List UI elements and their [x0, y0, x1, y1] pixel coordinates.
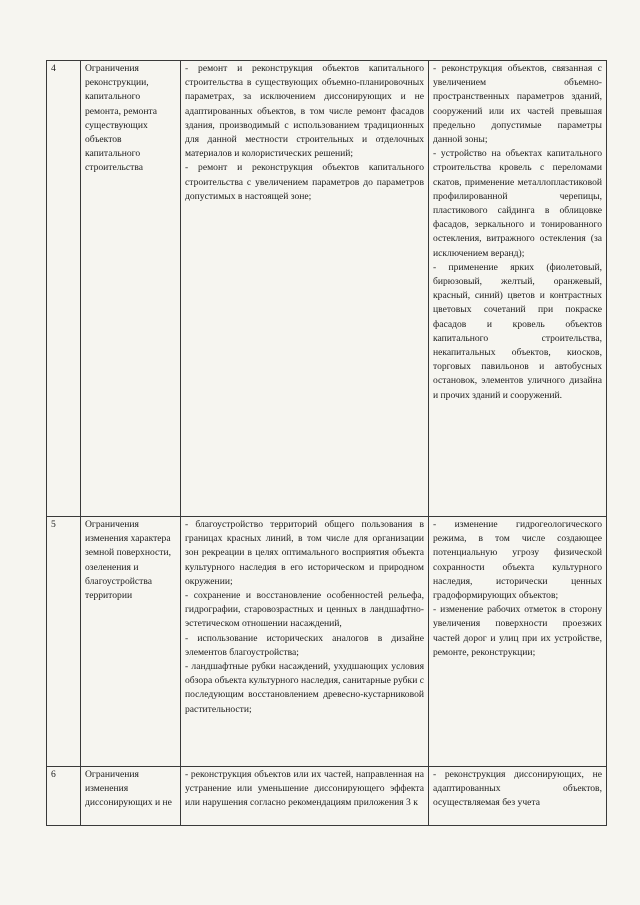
cell-paragraph: - применение ярких (фиолетовый, бирюзовый, желтый, оранжевый, красный, синий) цветов и контрастных цветовых сочетаний при покраске фасадов и кровель объектов капитального строительства, некапитальных объектов, киосков, торговых павильонов и автобусных остановок, элементов уличного дизайна и прочих зданий и сооружений.	[433, 261, 602, 401]
restriction-name: Ограничения реконструкции, капитального ремонта, ремонта существующих объектов капитального строительства	[81, 61, 181, 517]
cell-paragraph: - ландшафтные рубки насаждений, ухудшающих условия обзора объекта культурного наследия, санитарные рубки с последующим восстановлением древесно-кустарниковой растительности;	[185, 661, 424, 715]
row-number: 6	[47, 767, 81, 826]
cell-paragraph: - устройство на объектах капитального строительства кровель с переломами скатов, применение металлопластиковой профилированной черепицы, пластикового сайдинга в облицовке фасадов, зеркального и тонированного остекления, витражного остекления (за исключением веранд);	[433, 148, 602, 259]
table-row	[47, 767, 607, 826]
prohibited-actions	[429, 767, 607, 826]
row-number: 5	[47, 517, 81, 767]
cell-paragraph: - изменение гидрогеологического режима, в том числе создающее потенциальную угрозу физической сохранности объекта культурного наследия, исторически ценных градоформирующих объектов;	[433, 519, 602, 602]
table-row	[47, 517, 607, 767]
allowed-actions	[181, 767, 429, 826]
prohibited-actions	[429, 61, 607, 517]
cell-paragraph: - реконструкция диссонирующих, не адаптированных объектов, осуществляемая без учета	[433, 769, 602, 809]
allowed-actions	[181, 61, 429, 517]
cell-paragraph: - ремонт и реконструкция объектов капитального строительства в существующих объемно-планировочных параметрах, за исключением диссонирующих и не адаптированных объектов, в том числе ремонт фасадов здания, производимый с использованием традиционных для данной местности строительных и отделочных материалов и колористических решений;	[185, 63, 424, 160]
cell-paragraph: - использование исторических аналогов в дизайне элементов благоустройства;	[185, 632, 424, 658]
row-number: 4	[47, 61, 81, 517]
prohibited-actions	[429, 517, 607, 767]
cell-paragraph: - ремонт и реконструкция объектов капитального строительства с увеличением параметров до параметров допустимых в настоящей зоне;	[185, 162, 424, 202]
cell-paragraph: - сохранение и восстановление особенностей рельефа, гидрографии, старовозрастных и ценных в ландшафтно-эстетическом отношении насаждений,	[185, 590, 424, 630]
restriction-name: Ограничения изменения диссонирующих и не	[81, 767, 181, 826]
allowed-actions	[181, 517, 429, 767]
cell-paragraph: - благоустройство территорий общего пользования в границах красных линий, в том числе для организации зон рекреации в целях оптимального восприятия объекта культурного наследия в его историческом и природном окружении;	[185, 519, 424, 587]
restrictions-table	[46, 60, 607, 826]
cell-paragraph: - изменение рабочих отметок в сторону увеличения поверхности проезжих частей дорог и улиц при их устройстве, ремонте, реконструкции;	[433, 604, 602, 658]
restriction-name: Ограничения изменения характера земной поверхности, озеленения и благоустройства территории	[81, 517, 181, 767]
table-row	[47, 61, 607, 517]
cell-paragraph: - реконструкция объектов или их частей, направленная на устранение или уменьшение диссонирующего эффекта или нарушения согласно рекомендациям приложения 3 к	[185, 769, 424, 809]
cell-paragraph: - реконструкция объектов, связанная с увеличением объемно-пространственных параметров зданий, сооружений или их частей превышая предельно допустимые параметры данной зоны;	[433, 63, 602, 146]
